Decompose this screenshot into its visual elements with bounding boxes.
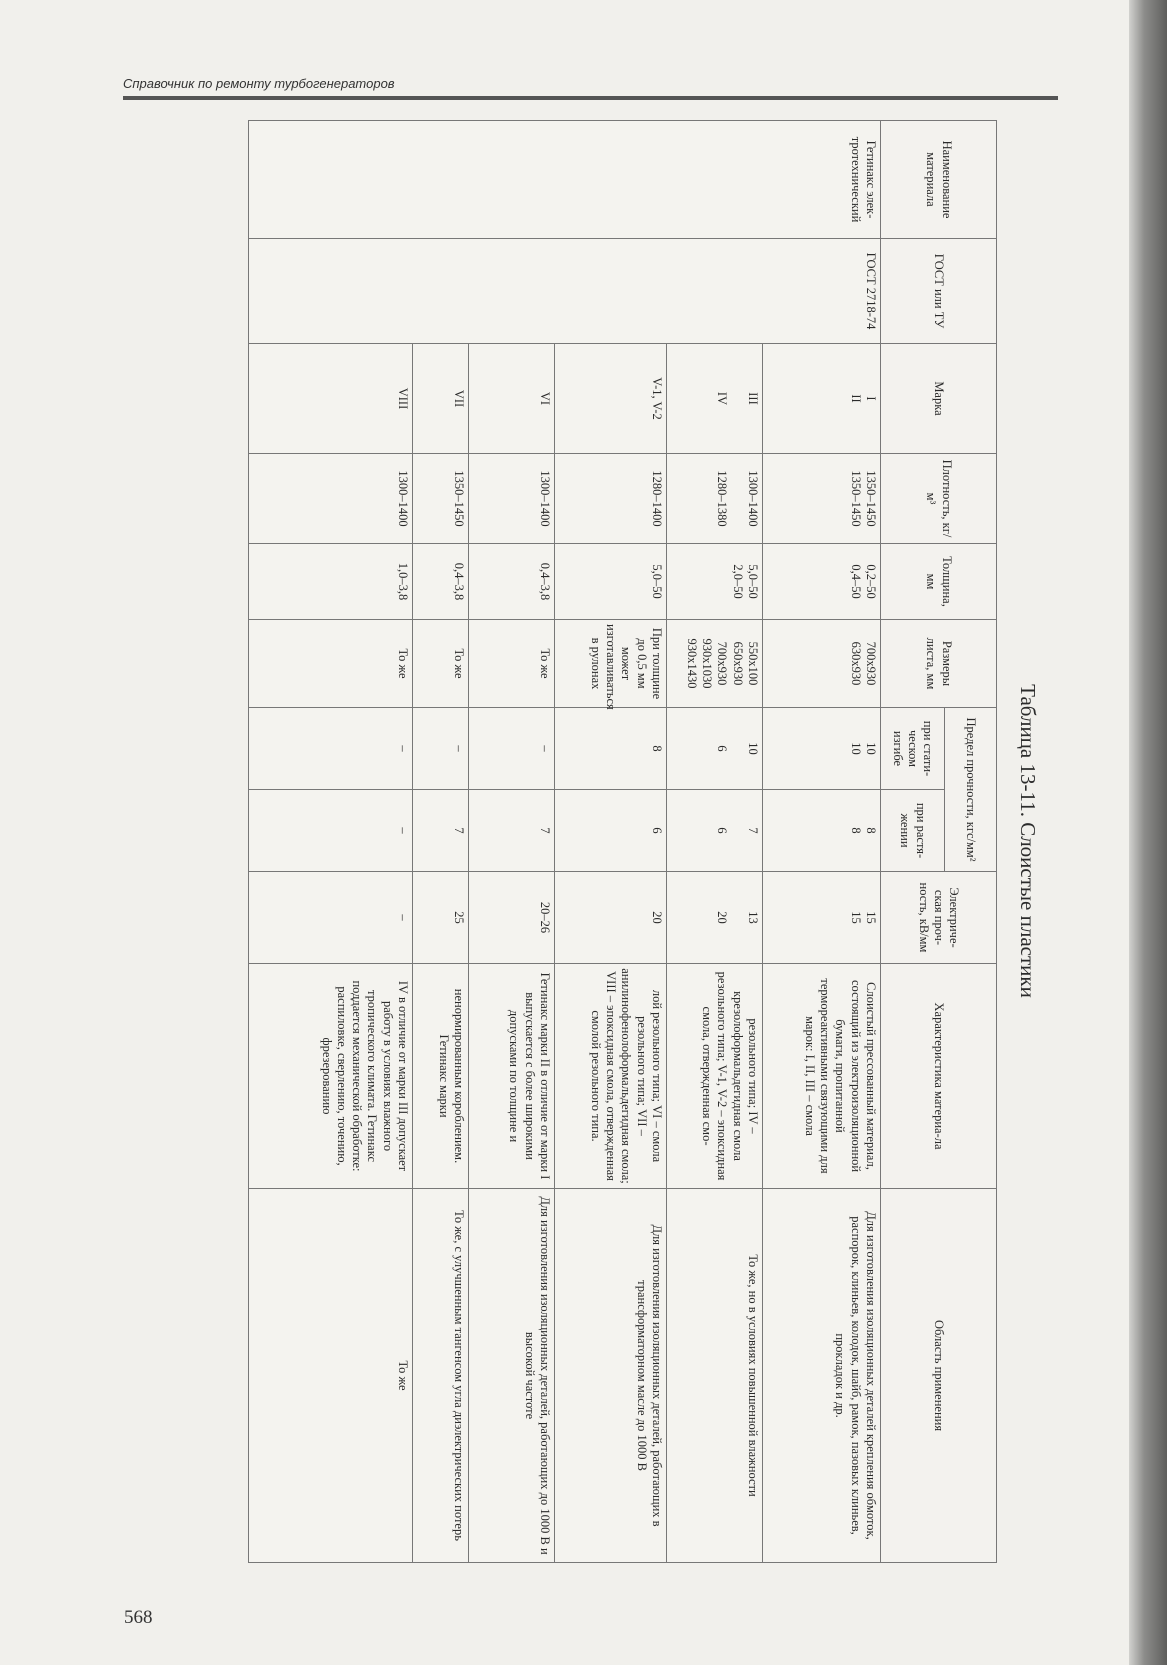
header-rule — [123, 96, 1058, 100]
cell-density: 1300–1400 — [249, 454, 413, 544]
page-edge-shadow — [1129, 0, 1167, 1665]
cell-size: То же — [413, 620, 469, 708]
layered-plastics-table — [248, 120, 997, 1563]
table-caption: Таблица 13-11. Слоистые пластики — [1016, 684, 1041, 998]
cell-density: 1350–1450 1350–1450 — [763, 454, 881, 544]
col-header-characteristic: Характеристика материа-ла — [881, 964, 997, 1189]
cell-bending: 10 10 — [763, 708, 881, 790]
cell-characteristic: IV в отличие от марки III допускает работу в условиях влажного тропического климата. Гетинакс поддается механической обработке: распиловке, сверлению, точению, фрезерованию — [249, 964, 413, 1189]
cell-electric: 15 15 — [763, 872, 881, 964]
cell-application: То же — [249, 1189, 413, 1563]
cell-application: То же, но в условиях повышенной влажности — [667, 1189, 763, 1563]
cell-application: Для изготовления изоляционных деталей, работающих до 1000 В и высокой частоте — [469, 1189, 555, 1563]
cell-grade: I II — [763, 344, 881, 454]
cell-thickness: 5,0–50 2,0–50 — [667, 544, 763, 620]
cell-density: 1350–1450 — [413, 454, 469, 544]
page-number: 568 — [124, 1607, 153, 1628]
rotated-page-content — [249, 120, 1059, 1562]
running-header: Справочник по ремонту турбогенераторов — [123, 76, 395, 91]
cell-characteristic: Слоистый прессованный материал, состоящий из электроизоляционной бумаги, пропитанной термореактивными связующими для марок: I, II, III – смола — [763, 964, 881, 1189]
col-header-density: Плотность, кг/м³ — [881, 454, 997, 544]
cell-size: 700x930 630x930 — [763, 620, 881, 708]
material-name: Гетинакс элек-тротехнический — [249, 121, 881, 239]
cell-thickness: 0,4–3,8 — [413, 544, 469, 620]
cell-application: Для изготовления изоляционных деталей, работающих в трансформаторном масле до 1000 В — [555, 1189, 667, 1563]
col-header-application: Область применения — [881, 1189, 997, 1563]
cell-electric: 20–26 — [469, 872, 555, 964]
cell-characteristic: ненормированным короблением. Гетинакс марки — [413, 964, 469, 1189]
cell-bending: – — [413, 708, 469, 790]
cell-size: То же — [249, 620, 413, 708]
col-header-strength: Предел прочности, кгс/мм² — [945, 708, 997, 872]
cell-bending: 8 — [555, 708, 667, 790]
col-header-bending: при стати-ческом изгибе — [881, 708, 945, 790]
cell-size: При толщине до 0,5 мм может изготавливаться в рулонах — [555, 620, 667, 708]
table-row — [763, 121, 881, 1563]
cell-density: 1300–1400 1280–1380 — [667, 454, 763, 544]
cell-application: То же, с улучшенным тангенсом угла диэлектрических потерь — [413, 1189, 469, 1563]
col-header-gost: ГОСТ или ТУ — [881, 239, 997, 344]
cell-thickness: 5,0–50 — [555, 544, 667, 620]
cell-grade: V-1, V-2 — [555, 344, 667, 454]
cell-electric: 25 — [413, 872, 469, 964]
gost-value: ГОСТ 2718-74 — [249, 239, 881, 344]
cell-grade: VIII — [249, 344, 413, 454]
cell-bending: – — [469, 708, 555, 790]
cell-grade: III IV — [667, 344, 763, 454]
col-header-name: Наименование материала — [881, 121, 997, 239]
cell-bending: 10 6 — [667, 708, 763, 790]
cell-electric: 20 — [555, 872, 667, 964]
cell-thickness: 0,2–50 0,4–50 — [763, 544, 881, 620]
cell-tension: 7 6 — [667, 790, 763, 872]
cell-size: 550x100 650x930 700x930 930x1030 930x1430 — [667, 620, 763, 708]
cell-tension: 7 — [469, 790, 555, 872]
cell-grade: VII — [413, 344, 469, 454]
col-header-grade: Марка — [881, 344, 997, 454]
cell-characteristic: Гетинакс марки II в отличие от марки I выпускается с более широкими допусками по толщине и — [469, 964, 555, 1189]
cell-thickness: 0,4–3,8 — [469, 544, 555, 620]
cell-electric: – — [249, 872, 413, 964]
col-header-thickness: Толщина, мм — [881, 544, 997, 620]
cell-tension: 7 — [413, 790, 469, 872]
cell-tension: 8 8 — [763, 790, 881, 872]
cell-electric: 13 20 — [667, 872, 763, 964]
cell-density: 1280–1400 — [555, 454, 667, 544]
cell-grade: VI — [469, 344, 555, 454]
cell-density: 1300–1400 — [469, 454, 555, 544]
cell-thickness: 1,0–3,8 — [249, 544, 413, 620]
col-header-tension: при растя-жении — [881, 790, 945, 872]
cell-size: То же — [469, 620, 555, 708]
col-header-electric: Электриче-ская проч-ность, кВ/мм — [881, 872, 997, 964]
cell-application: Для изготовления изоляционных деталей крепления обмоток, распорок, клиньев, колодок, шайб, рамок, пазовых клиньев, прокладок и др. — [763, 1189, 881, 1563]
cell-tension: 6 — [555, 790, 667, 872]
cell-characteristic: резольного типа; IV – крезолоформальдегидная смола резольного типа; V-1, V-2 – эпоксидная смола, отвержденная смо- — [667, 964, 763, 1189]
cell-bending: – — [249, 708, 413, 790]
cell-tension: – — [249, 790, 413, 872]
col-header-size: Размеры листа, мм — [881, 620, 997, 708]
cell-characteristic: лой резольного типа; VI – смола резольного типа; VII – анилинофенолоформальдегидная смола; VIII – эпоксидная смола, отвержденная смолой резольного типа. — [555, 964, 667, 1189]
